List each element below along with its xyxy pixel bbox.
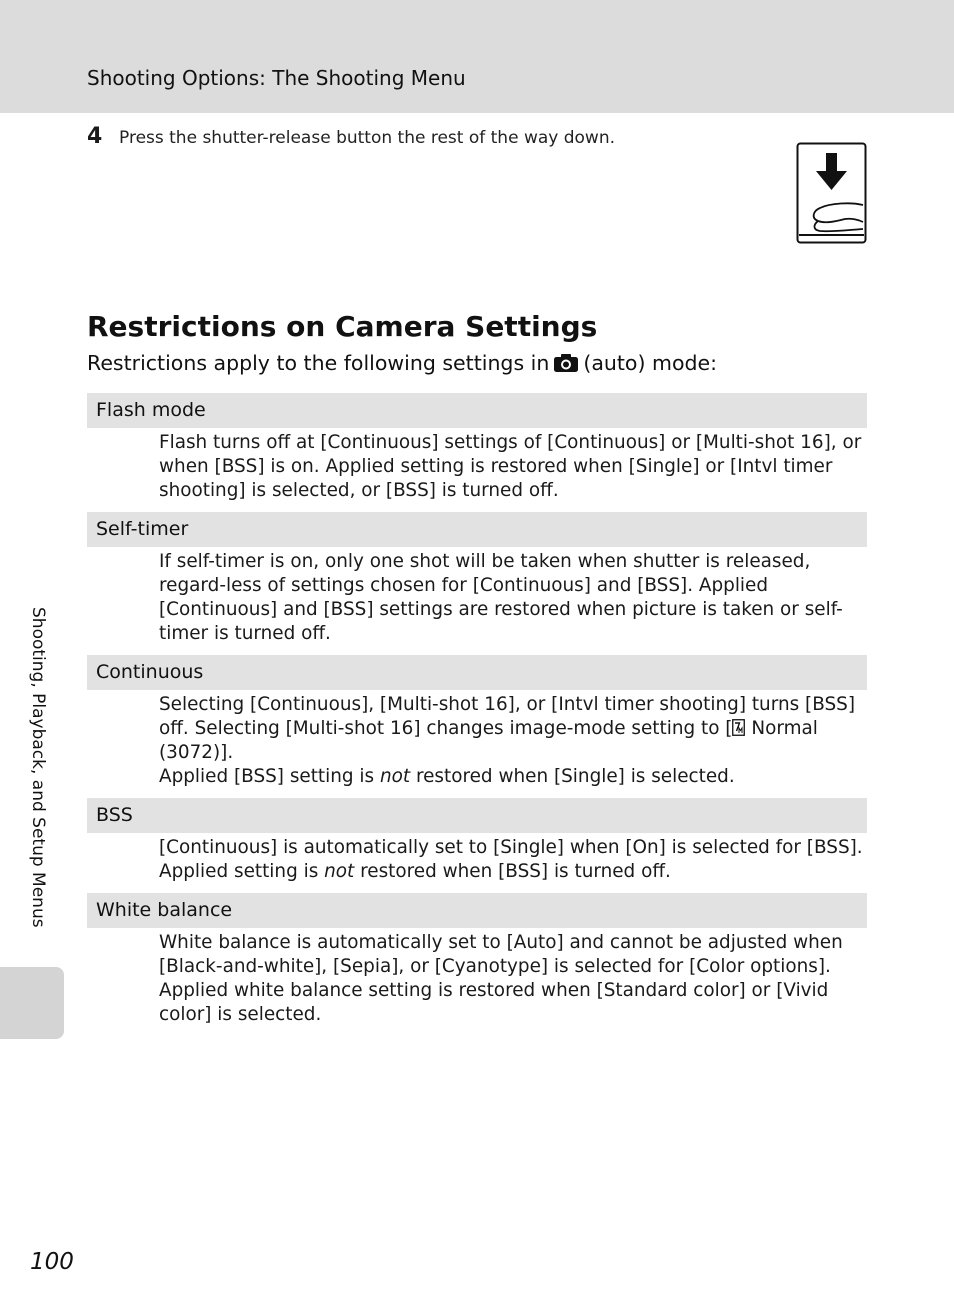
setting-description: [87, 690, 867, 798]
emphasis-text: not: [379, 766, 411, 787]
description-text: [159, 765, 867, 789]
description-text: If self-timer is on, only one shot will be taken when shutter is released, regard-less of settings chosen for [Continuous] and [BSS]. Applied [Continuous] and [BSS] settings are restored when picture is taken or self-timer is turned off.: [159, 551, 843, 644]
setting-description: [87, 833, 867, 893]
setting-description: [87, 928, 867, 1036]
setting-name: Continuous: [87, 655, 867, 690]
section-intro: [87, 351, 717, 375]
description-text-part: restored when [Single] is selected.: [410, 766, 735, 787]
emphasis-text: not: [324, 861, 355, 882]
description-text: [Continuous] is automatically set to [Single] when [On] is selected for [BSS].: [159, 837, 863, 858]
description-text: White balance is automatically set to [Auto] and cannot be adjusted when [Black-and-white], [Sepia], or [Cyanotype] is selected for [Color options]. Applied white balance setting is restored when [Standard color] or [Vivid color] is selected.: [159, 932, 843, 1025]
description-text: Flash turns off at [Continuous] settings of [Continuous] or [Multi-shot 16], or when [BSS] is on. Applied setting is restored when [Single] or [Intvl timer shooting] is selected, or [BSS] is turned off.: [159, 432, 862, 501]
header-band: [0, 0, 954, 113]
setting-name: White balance: [87, 893, 867, 928]
setting-name: BSS: [87, 798, 867, 833]
description-text: [159, 693, 867, 765]
description-text-part: Applied setting is: [159, 861, 325, 882]
description-text-part: restored when [BSS] is turned off.: [354, 861, 671, 882]
description-text-part: Normal (3072)].: [159, 718, 818, 763]
step-number: 4: [87, 124, 103, 149]
intro-text-after: (auto) mode:: [583, 351, 718, 375]
step-text: Press the shutter-release button the rest of the way down.: [119, 128, 616, 148]
section-title: Restrictions on Camera Settings: [87, 310, 598, 343]
setting-name: Self-timer: [87, 512, 867, 547]
setting-description: [87, 547, 867, 655]
description-text-part: Selecting [Continuous], [Multi-shot 16], or [Intvl timer shooting] turns [BSS] off. Selecting [Multi-shot 16] changes image-mode setting to [: [159, 694, 856, 739]
description-text-part: Applied [BSS] setting is: [159, 766, 380, 787]
setting-name: Flash mode: [87, 393, 867, 428]
page-number: 100: [30, 1249, 74, 1275]
image-mode-7m-icon: [732, 719, 745, 736]
settings-table: [87, 393, 867, 1036]
shutter-press-icon: [796, 142, 867, 244]
camera-auto-mode-icon: [553, 353, 579, 373]
description-text: [159, 860, 867, 884]
side-tab: [0, 967, 64, 1039]
header-title: Shooting Options: The Shooting Menu: [87, 66, 466, 90]
intro-text-before: Restrictions apply to the following settings in: [87, 351, 550, 375]
setting-description: [87, 428, 867, 512]
side-tab-label: Shooting, Playback, and Setup Menus: [28, 607, 48, 928]
